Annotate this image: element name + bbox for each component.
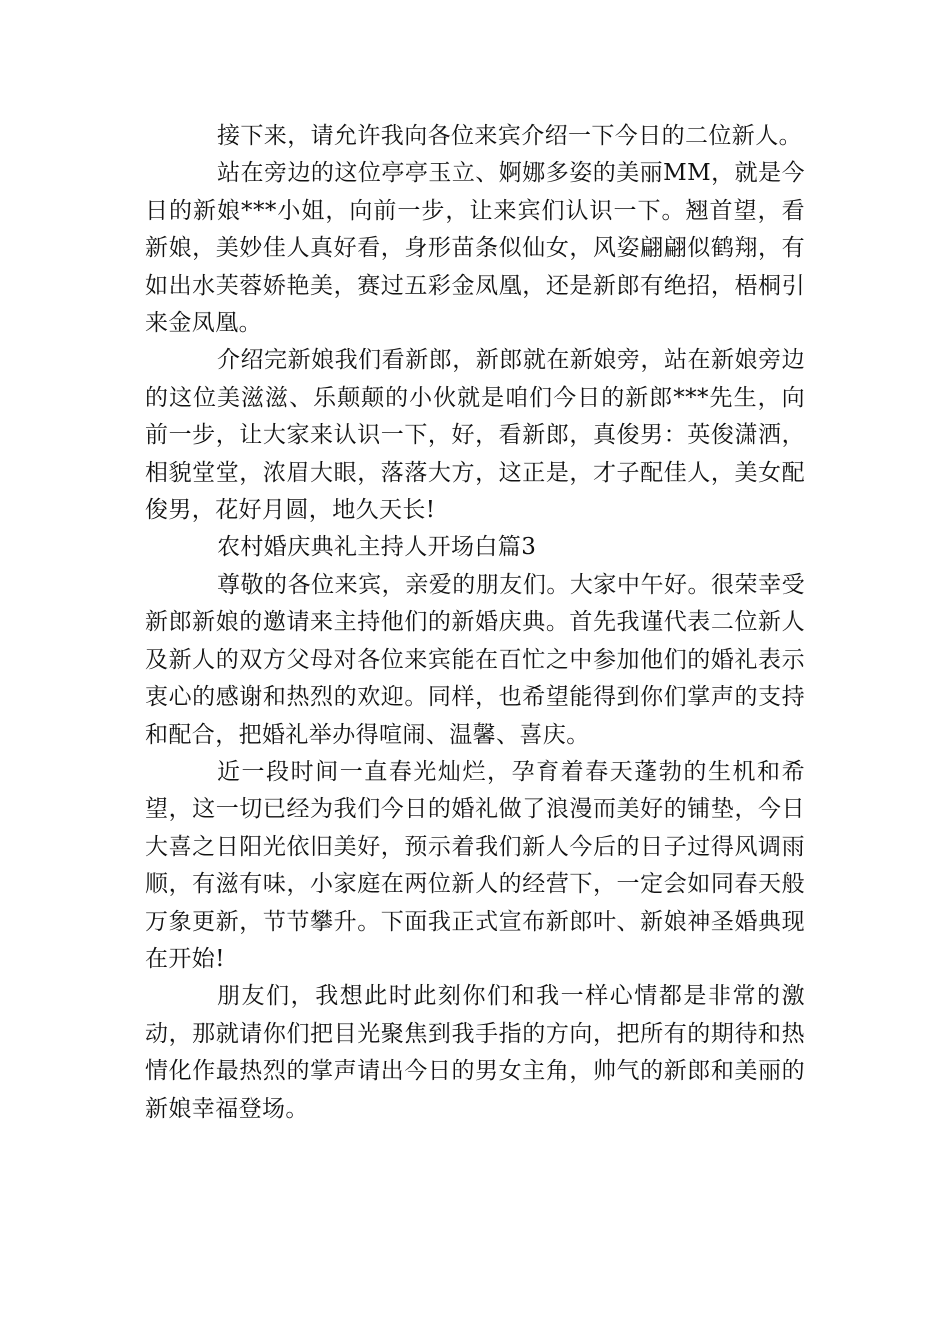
paragraph-friends: 朋友们，我想此时此刻你们和我一样心情都是非常的激动，那就请你们把目光聚焦到我手指的方向，把所有的期待和热情化作最热烈的掌声请出今日的男女主角，帅气的新郎和美丽的新娘幸福登场。 — [145, 983, 805, 1122]
section-heading: 农村婚庆典礼主持人开场白篇3 — [217, 534, 537, 561]
paragraph-spring: 近一段时间一直春光灿烂，孕育着春天蓬勃的生机和希望，这一切已经为我们今日的婚礼做了浪漫而美好的铺垫，今日大喜之日阳光依旧美好，预示着我们新人今后的日子过得风调雨顺，有滋有味，小家庭在两位新人的经营下，一定会如同春天般万象更新，节节攀升。下面我正式宣布新郎叶、新娘神圣婚典现在开始! — [145, 758, 805, 972]
paragraph-intro: 接下来，请允许我向各位来宾介绍一下今日的二位新人。 — [217, 123, 802, 149]
paragraph-groom: 介绍完新娘我们看新郎，新郎就在新娘旁，站在新娘旁边的这位美滋滋、乐颠颠的小伙就是咱们今日的新郎***先生，向前一步，让大家来认识一下，好，看新郎，真俊男：英俊潇洒，相貌堂堂，浓眉大眼，落落大方，这正是，才子配佳人，美女配俊男，花好月圆，地久天长! — [145, 347, 805, 524]
paragraph-bride: 站在旁边的这位亭亭玉立、婀娜多姿的美丽MM，就是今日的新娘***小姐，向前一步，让来宾们认识一下。翘首望，看新娘，美妙佳人真好看，身形苗条似仙女，风姿翩翩似鹤翔，有如出水芙蓉娇艳美，赛过五彩金凤凰，还是新郎有绝招，梧桐引来金凤凰。 — [145, 160, 805, 337]
document-body — [145, 118, 805, 1128]
paragraph-greeting: 尊敬的各位来宾，亲爱的朋友们。大家中午好。很荣幸受新郎新娘的邀请来主持他们的新婚庆典。首先我谨代表二位新人及新人的双方父母对各位来宾能在百忙之中参加他们的婚礼表示衷心的感谢和热烈的欢迎。同样，也希望能得到你们掌声的支持和配合，把婚礼举办得喧闹、温馨、喜庆。 — [145, 571, 805, 748]
